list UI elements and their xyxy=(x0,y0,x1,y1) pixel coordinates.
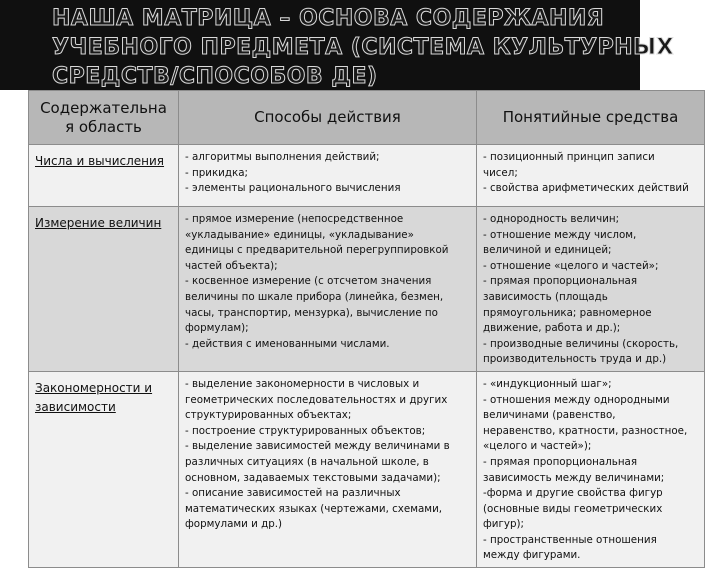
concepts-line: движение, работа и др.); xyxy=(483,322,621,335)
content-area-label: Закономерности и зависимости xyxy=(35,380,153,414)
content-area-cell xyxy=(29,371,179,567)
table-header-row xyxy=(29,91,705,145)
methods-line: формулам); xyxy=(185,322,249,335)
table-row xyxy=(29,207,705,372)
concepts-line: - отношение «целого и частей»; xyxy=(483,259,659,272)
concepts-line: - отношения между однородными xyxy=(483,393,670,406)
methods-line: - прикидка; xyxy=(185,166,248,179)
methods-line: формулами и др.) xyxy=(185,518,283,531)
content-area-cell xyxy=(29,207,179,372)
header-content-area: Содержательна я область xyxy=(29,91,179,145)
concepts-line: зависимость между величинами; xyxy=(483,471,665,484)
methods-line: частей объекта); xyxy=(185,259,278,272)
methods-line: единицы с предварительной перегруппировкой xyxy=(185,244,449,257)
concepts-line: - пространственные отношения xyxy=(483,533,657,546)
header-methods: Способы действия xyxy=(179,91,477,145)
concepts-line: зависимость (площадь xyxy=(483,290,608,303)
concepts-line: величинами (равенство, xyxy=(483,409,616,422)
methods-line: «укладывание» единицы, «укладывание» xyxy=(185,228,414,241)
methods-line: - прямое измерение (непосредственное xyxy=(185,213,404,225)
concepts-line: - отношение между числом, xyxy=(483,228,637,241)
methods-line: различных ситуациях (в начальной школе, в xyxy=(185,455,429,468)
concepts-line: - прямая пропорциональная xyxy=(483,275,638,288)
methods-line: - косвенное измерение (с отсчетом значения xyxy=(185,275,432,288)
concepts-cell xyxy=(477,145,705,207)
concepts-line: между фигурами. xyxy=(483,549,581,562)
concepts-line: производительность труда и др.) xyxy=(483,353,667,366)
content-area-label: Измерение величин xyxy=(35,216,162,230)
methods-line: структурированных объектах; xyxy=(185,409,352,422)
concepts-line: чисел; xyxy=(483,166,518,179)
concepts-line: величиной и единицей; xyxy=(483,244,612,257)
methods-line: - описание зависимостей на различных xyxy=(185,487,401,500)
methods-line: - построение структурированных объектов; xyxy=(185,424,426,437)
methods-line: - действия с именованными числами. xyxy=(185,337,390,350)
methods-cell xyxy=(179,145,477,207)
table-row xyxy=(29,371,705,567)
slide-title: НАША МАТРИЦА – ОСНОВА СОДЕРЖАНИЯ УЧЕБНОГО ПРЕДМЕТА (СИСТЕМА КУЛЬТУРНЫХ СРЕДСТВ/СПОСОБОВ ДЕ) xyxy=(52,6,674,89)
concepts-line: фигур); xyxy=(483,518,525,531)
concepts-line: (основные виды геометрических xyxy=(483,502,663,515)
methods-line: - выделение зависимостей между величинами в xyxy=(185,440,450,453)
content-area-label: Числа и вычисления xyxy=(35,154,165,168)
concepts-line: - «индукционный шаг»; xyxy=(483,377,612,390)
concepts-line: неравенство, кратности, разностное, xyxy=(483,424,688,437)
methods-line: часы, транспортир, мензурка), вычисление по xyxy=(185,306,438,319)
methods-line: математических языках (чертежами, схемами, xyxy=(185,502,443,515)
methods-line: основном, задаваемых текстовыми задачами); xyxy=(185,471,441,484)
concepts-line: - позиционный принцип записи xyxy=(483,151,655,163)
concepts-line: прямоугольника; равномерное xyxy=(483,306,652,319)
content-area-cell xyxy=(29,145,179,207)
concepts-line: - однородность величин; xyxy=(483,213,620,225)
methods-line: геометрических последовательностях и других xyxy=(185,393,448,406)
concepts-line: «целого и частей»); xyxy=(483,440,592,453)
methods-cell xyxy=(179,207,477,372)
methods-cell xyxy=(179,371,477,567)
concepts-line: - свойства арифметических действий xyxy=(483,182,689,195)
methods-line: величины по шкале прибора (линейка, безмен, xyxy=(185,290,444,303)
concepts-line: - производные величины (скорость, xyxy=(483,337,679,350)
concepts-line: -форма и другие свойства фигур xyxy=(483,487,663,500)
methods-line: - алгоритмы выполнения действий; xyxy=(185,151,380,163)
table-row xyxy=(29,145,705,207)
methods-line: - выделение закономерности в числовых и xyxy=(185,377,420,390)
header-concepts: Понятийные средства xyxy=(477,91,705,145)
concepts-cell xyxy=(477,207,705,372)
concepts-cell xyxy=(477,371,705,567)
methods-line: - элементы рационального вычисления xyxy=(185,182,401,195)
title-banner xyxy=(0,0,720,90)
concepts-line: - прямая пропорциональная xyxy=(483,455,638,468)
matrix-table xyxy=(28,90,705,568)
